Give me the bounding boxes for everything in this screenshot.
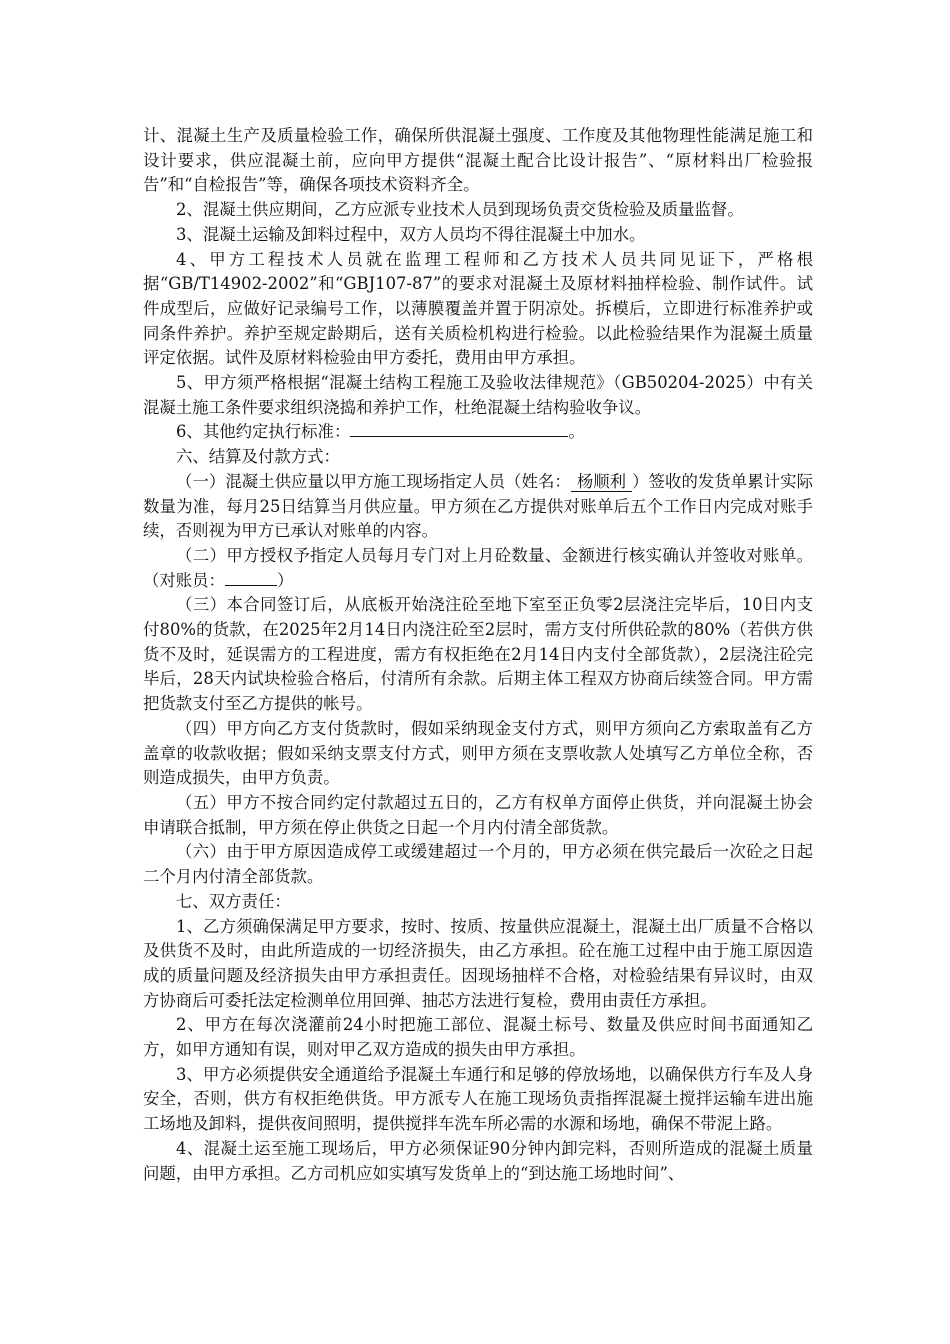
clause-settlement-1 <box>143 470 813 544</box>
paragraph-sampling-inspection: 4、甲方工程技术人员就在监理工程师和乙方技术人员共同见证下，严格根据“GB/T14902-2002”和“GBJ107-87”的要求对混凝土及原材料抽样检验、制作试件。试件成型后，应做好记录编号工作，以薄膜覆盖并置于阴凉处。拆模后，立即进行标准养护或同条件养护。养护至规定龄期后，送有关质检机构进行检验。以此检验结果作为混凝土质量评定依据。试件及原材料检验由甲方委托，费用由甲方承担。 <box>143 249 813 368</box>
clause-settlement-4: （四）甲方向乙方支付货款时，假如采纳现金支付方式，则甲方须向乙方索取盖有乙方盖章的收款收据；假如采纳支票支付方式，则甲方须在支票收款人处填写乙方单位全称，否则造成损失，由甲方负责。 <box>143 718 813 788</box>
other-standards-blank <box>350 436 568 437</box>
clause-settlement-1-end: ）签收的发货单累计实际数量为准，每月25日结算当月供应量。甲方须在乙方提供对账单后五个工作日内完成对账手续，否则视为甲方已承认对账单的内容。 <box>143 471 814 541</box>
clause-responsibility-1: 1、乙方须确保满足甲方要求，按时、按质、按量供应混凝土，混凝土出厂质量不合格以及供货不及时，由此所造成的一切经济损失，由乙方承担。砼在施工过程中由于施工原因造成的质量问题及经济损失由甲方承担责任。因现场抽样不合格，对检验结果有异议时，由双方协商后可委托法定检测单位用回弹、抽芯方法进行复检，费用由责任方承担。 <box>143 916 813 1010</box>
clause-settlement-5: （五）甲方不按合同约定付款超过五日的，乙方有权单方面停止供货，并向混凝土协会申请联合抵制，甲方须在停止供货之日起一个月内付清全部货款。 <box>143 792 813 837</box>
paragraph-pouring-curing: 5、甲方须严格根据“混凝土结构工程施工及验收法律规范》（GB50204-2025）中有关混凝土施工条件要求组织浇捣和养护工作，杜绝混凝土结构验收争议。 <box>143 373 813 417</box>
paragraph-quality-inspection: 计、混凝土生产及质量检验工作，确保所供混凝土强度、工作度及其他物理性能满足施工和设计要求，供应混凝土前，应向甲方提供“混凝土配合比设计报告”、“原材料出厂检验报告”和“自检报告”等，确保各项技术资料齐全。 <box>143 126 813 195</box>
paragraph-other-standards <box>143 420 813 445</box>
section-heading-settlement: 六、结算及付款方式： <box>176 447 340 467</box>
other-standards-label: 6、其他约定执行标准： <box>176 422 351 442</box>
clause-settlement-2 <box>143 544 813 593</box>
clause-settlement-2-end: ） <box>276 570 294 590</box>
paragraph-no-water: 3、混凝土运输及卸料过程中，双方人员均不得往混凝土中加水。 <box>176 224 646 244</box>
clause-settlement-6: （六）由于甲方原因造成停工或缓建超过一个月的，甲方必须在供完最后一次砼之日起二个月内付清全部货款。 <box>143 842 813 887</box>
clause-settlement-2-start: （二）甲方授权予指定人员每月专门对上月砼数量、金额进行核实确认并签收对账单。（对账员： <box>143 545 813 590</box>
clause-responsibility-4: 4、混凝土运至施工现场后，甲方必须保证90分钟内卸完料，否则所造成的混凝土质量问题，由甲方承担。乙方司机应如实填写发货单上的“到达施工场地时间”、 <box>143 1138 813 1183</box>
clause-settlement-1-start: （一）混凝土供应量以甲方施工现场指定人员（姓名： <box>176 471 571 491</box>
document-page <box>143 124 813 1186</box>
paragraph-delivery-supervision: 2、混凝土供应期间，乙方应派专业技术人员到现场负责交货检验及质量监督。 <box>176 200 744 220</box>
other-standards-end: 。 <box>568 422 585 442</box>
section-heading-responsibilities: 七、双方责任： <box>176 891 291 911</box>
clause-settlement-3: （三）本合同签订后，从底板开始浇注砼至地下室至正负零2层浇注完毕后，10日内支付80%的货款，在2025年2月14日内浇注砼至2层时，需方支付所供砼款的80%（若供方供货不及时，延误需方的工程进度，需方有权拒绝在2月14日内支付全部货款），2层浇注砼完毕后，28天内试块检验合格后，付清所有余款。后期主体工程双方协商后续签合同。甲方需把货款支付至乙方提供的帐号。 <box>143 595 813 714</box>
reconciler-blank <box>225 585 277 586</box>
designated-person-name: 杨顺利 <box>571 473 632 492</box>
clause-responsibility-3: 3、甲方必须提供安全通道给予混凝土车通行和足够的停放场地，以确保供方行车及人身安全，否则，供方有权拒绝供货。甲方派专人在施工现场负责指挥混凝土搅拌运输车进出施工场地及卸料，提供夜间照明，提供搅拌车洗车所必需的水源和场地，确保不带泥上路。 <box>143 1064 813 1134</box>
clause-responsibility-2: 2、甲方在每次浇灌前24小时把施工部位、混凝土标号、数量及供应时间书面通知乙方，如甲方通知有误，则对甲乙双方造成的损失由甲方承担。 <box>143 1015 813 1060</box>
